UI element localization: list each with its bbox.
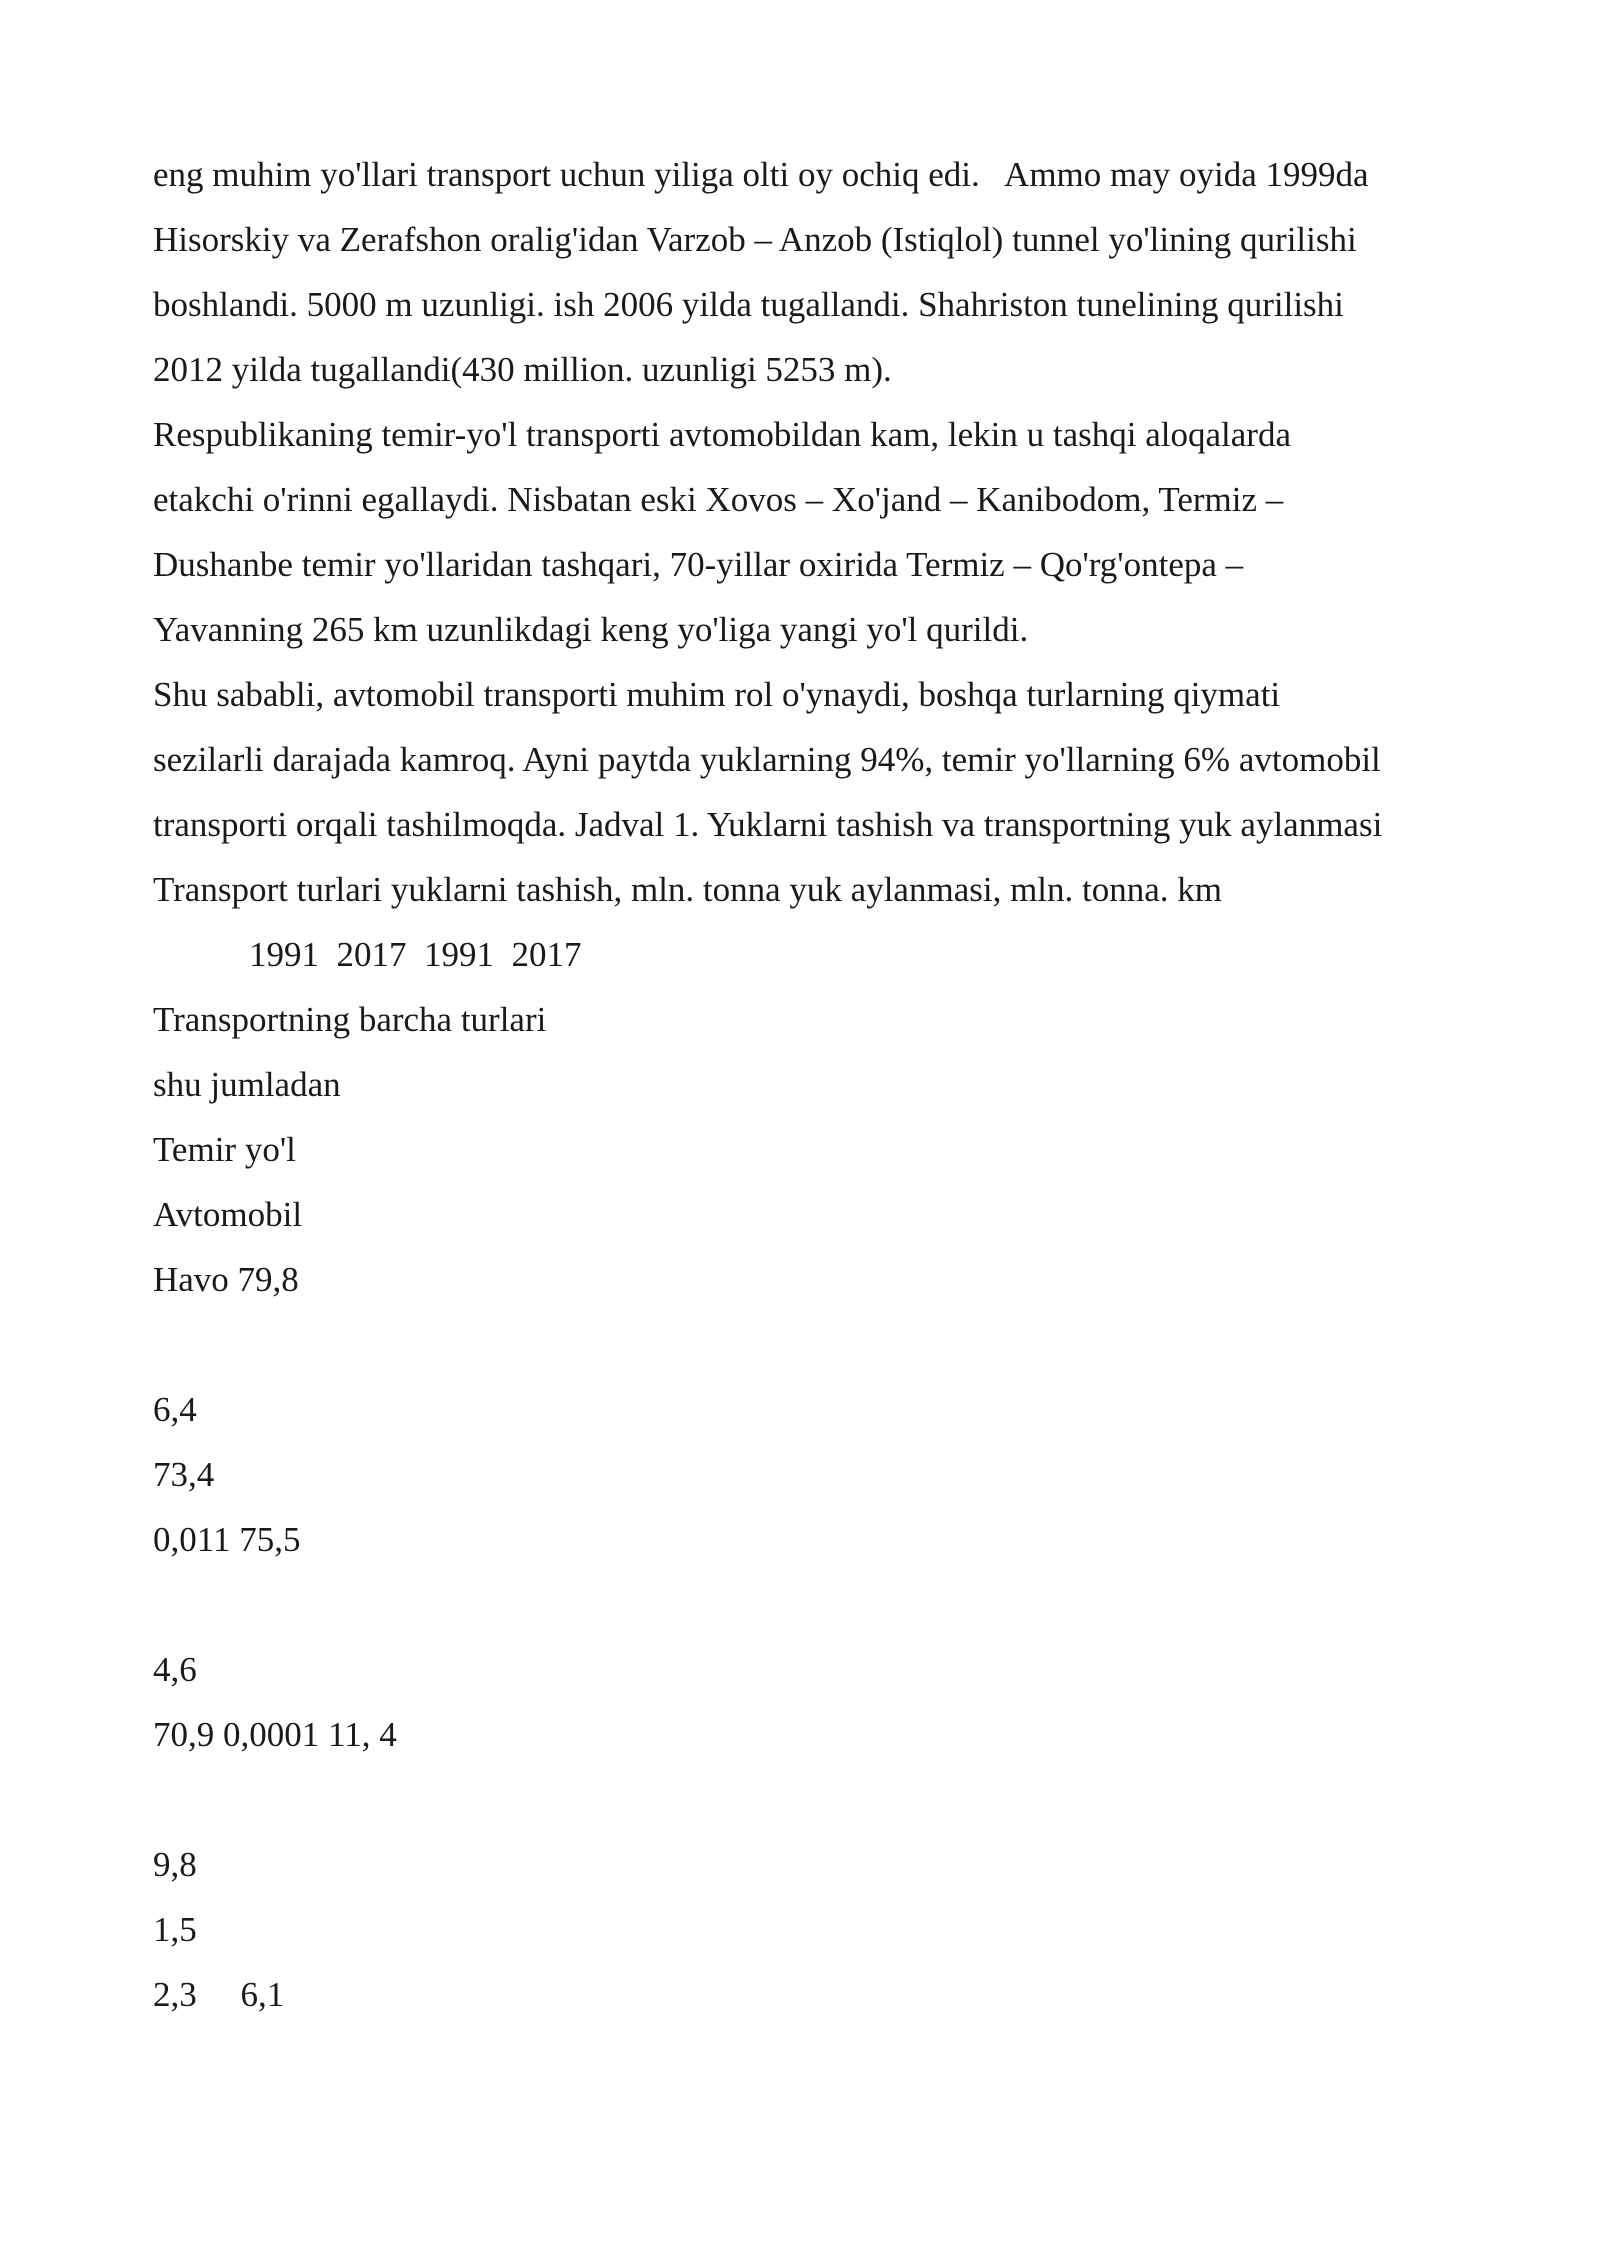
table-header-years: 1991 2017 1991 2017	[249, 935, 582, 974]
table-row-label: Avtomobil	[153, 1195, 303, 1234]
table-value-line: 9,8	[153, 1845, 197, 1884]
paragraph-1-line-2: Hisorskiy va Zerafshon oralig'idan Varzob – Anzob (Istiqlol) tunnel yo'lining qurilishi	[153, 220, 1357, 259]
table-value-line: 2,3 6,1	[153, 1975, 285, 2014]
blank-line	[153, 1572, 1493, 1637]
paragraph-2-line-1: Respublikaning temir-yo'l transporti avtomobildan kam, lekin u tashqi aloqalarda	[153, 415, 1291, 454]
table-row-label: Transportning barcha turlari	[153, 1000, 547, 1039]
paragraph-3-line-4: Transport turlari yuklarni tashish, mln. tonna yuk aylanmasi, mln. tonna. km	[153, 870, 1223, 909]
paragraph-2-line-3: Dushanbe temir yo'llaridan tashqari, 70-yillar oxirida Termiz – Qo'rg'ontepa –	[153, 545, 1244, 584]
paragraph-1-line-1: eng muhim yo'llari transport uchun yiliga olti oy ochiq edi. Ammo may oyida 1999da	[153, 155, 1369, 194]
paragraph-3-line-2: sezilarli darajada kamroq. Ayni paytda yuklarning 94%, temir yo'llarning 6% avtomobil	[153, 740, 1381, 779]
paragraph-2-line-4: Yavanning 265 km uzunlikdagi keng yo'liga yangi yo'l qurildi.	[153, 610, 1029, 649]
paragraph-3-line-3: transporti orqali tashilmoqda. Jadval 1. Yuklarni tashish va transportning yuk aylanmasi	[153, 805, 1383, 844]
blank-line	[153, 1767, 1493, 1832]
table-value-line: 70,9 0,0001 11, 4	[153, 1715, 397, 1754]
paragraph-1-line-3: boshlandi. 5000 m uzunligi. ish 2006 yilda tugallandi. Shahriston tunelining qurilishi	[153, 285, 1344, 324]
paragraph-3-line-1: Shu sababli, avtomobil transporti muhim rol o'ynaydi, boshqa turlarning qiymati	[153, 675, 1281, 714]
table-value-line: 1,5	[153, 1910, 197, 1949]
table-value-line: 73,4	[153, 1455, 215, 1494]
paragraph-1-line-4: 2012 yilda tugallandi(430 million. uzunligi 5253 m).	[153, 350, 892, 389]
blank-line	[153, 1312, 1493, 1377]
table-value-line: 0,011 75,5	[153, 1520, 301, 1559]
table-value-line: 6,4	[153, 1390, 197, 1429]
paragraph-2-line-2: etakchi o'rinni egallaydi. Nisbatan eski Xovos – Xo'jand – Kanibodom, Termiz –	[153, 480, 1284, 519]
document-body	[153, 142, 1493, 2027]
table-row-label: Havo 79,8	[153, 1260, 299, 1299]
table-row-label: Temir yo'l	[153, 1130, 296, 1169]
table-value-line: 4,6	[153, 1650, 197, 1689]
table-row-label: shu jumladan	[153, 1065, 341, 1104]
